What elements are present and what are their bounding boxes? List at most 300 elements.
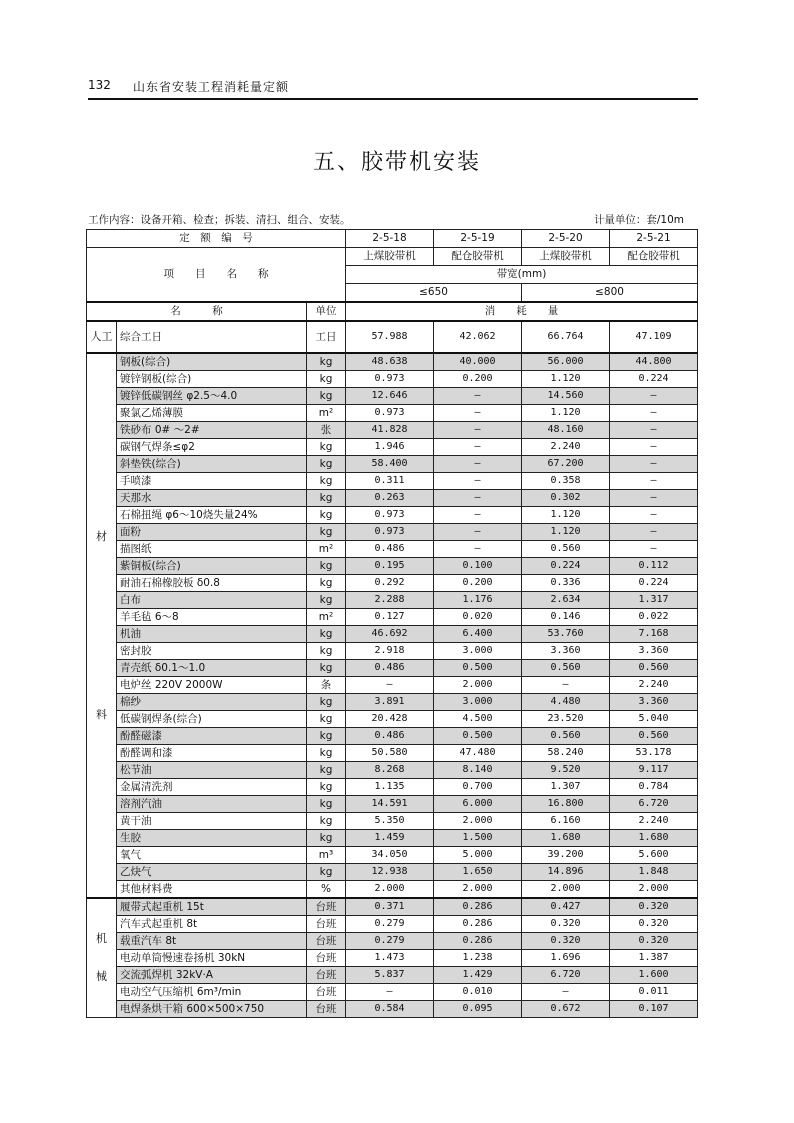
item-row <box>87 248 698 266</box>
consumption-value: 0.112 <box>610 558 698 575</box>
materials-row <box>87 371 698 388</box>
consumption-value: 0.486 <box>346 541 434 558</box>
page-number: 132 <box>88 78 111 92</box>
resource-name: 其他材料费 <box>117 881 307 899</box>
resource-unit: m² <box>307 609 346 626</box>
consumption-value: — <box>434 422 522 439</box>
consumption-value: 5.000 <box>434 847 522 864</box>
consumption-value: 0.200 <box>434 371 522 388</box>
materials-row <box>87 711 698 728</box>
materials-row <box>87 353 698 371</box>
resource-name: 铁砂布 0# ～2# <box>117 422 307 439</box>
resource-unit: kg <box>307 353 346 371</box>
consumption-value: 0.973 <box>346 524 434 541</box>
consumption-value: 5.837 <box>346 967 434 984</box>
consumption-value: 0.020 <box>434 609 522 626</box>
resource-name: 松节油 <box>117 762 307 779</box>
consumption-value: — <box>434 388 522 405</box>
resource-unit: kg <box>307 745 346 762</box>
machinery-row <box>87 898 698 916</box>
resource-name: 耐油石棉橡胶板 δ0.8 <box>117 575 307 592</box>
resource-name: 碳钢气焊条≤φ2 <box>117 439 307 456</box>
materials-row <box>87 626 698 643</box>
resource-unit: kg <box>307 575 346 592</box>
consumption-value: 9.117 <box>610 762 698 779</box>
consumption-value: 1.387 <box>610 950 698 967</box>
consumption-value: 0.320 <box>610 916 698 933</box>
consumption-value: 8.140 <box>434 762 522 779</box>
consumption-value: 12.938 <box>346 864 434 881</box>
consumption-value: 0.279 <box>346 933 434 950</box>
consumption-value: 1.176 <box>434 592 522 609</box>
resource-name: 天那水 <box>117 490 307 507</box>
consumption-value: 0.146 <box>522 609 610 626</box>
consumption-value: — <box>610 507 698 524</box>
consumption-value: 53.178 <box>610 745 698 762</box>
consumption-value: 1.500 <box>434 830 522 847</box>
consumption-value: 1.307 <box>522 779 610 796</box>
consumption-value: 0.973 <box>346 507 434 524</box>
consumption-value: — <box>610 456 698 473</box>
consumption-value: 7.168 <box>610 626 698 643</box>
consumption-value: — <box>610 490 698 507</box>
consumption-value: 0.320 <box>610 933 698 950</box>
consumption-value: — <box>610 473 698 490</box>
consumption-value: — <box>434 524 522 541</box>
consumption-value: 0.973 <box>346 371 434 388</box>
consumption-value: 53.760 <box>522 626 610 643</box>
consumption-value: 2.240 <box>610 813 698 830</box>
consumption-value: 0.022 <box>610 609 698 626</box>
consumption-value: 1.473 <box>346 950 434 967</box>
materials-row <box>87 728 698 745</box>
labor-value: 57.988 <box>346 321 434 353</box>
machinery-row <box>87 967 698 984</box>
materials-row <box>87 388 698 405</box>
materials-row <box>87 558 698 575</box>
consumption-value: 14.591 <box>346 796 434 813</box>
consumption-value: 6.000 <box>434 796 522 813</box>
consumption-value: 14.560 <box>522 388 610 405</box>
consumption-value: 0.371 <box>346 898 434 916</box>
resource-unit: kg <box>307 626 346 643</box>
resource-name: 斜垫铁(综合) <box>117 456 307 473</box>
resource-name: 棉纱 <box>117 694 307 711</box>
resource-name: 低碳钢焊条(综合) <box>117 711 307 728</box>
materials-row <box>87 762 698 779</box>
item-cell: 上煤胶带机 <box>346 248 434 266</box>
consumption-value: 0.302 <box>522 490 610 507</box>
resource-unit: 条 <box>307 677 346 694</box>
materials-row <box>87 847 698 864</box>
consumption-value: 0.427 <box>522 898 610 916</box>
resource-unit: kg <box>307 524 346 541</box>
consumption-value: 0.292 <box>346 575 434 592</box>
consumption-value: — <box>610 422 698 439</box>
materials-row <box>87 864 698 881</box>
machinery-row <box>87 916 698 933</box>
consumption-value: 0.486 <box>346 660 434 677</box>
consumption-value: 5.040 <box>610 711 698 728</box>
consumption-value: 0.700 <box>434 779 522 796</box>
consumption-value: 48.638 <box>346 353 434 371</box>
consumption-value: 0.560 <box>610 728 698 745</box>
consumption-value: 0.500 <box>434 660 522 677</box>
labor-category: 人工 <box>87 321 117 353</box>
col-unit-header: 单位 <box>307 302 346 321</box>
resource-unit: kg <box>307 643 346 660</box>
consumption-value: 20.428 <box>346 711 434 728</box>
resource-name: 聚氯乙烯薄膜 <box>117 405 307 422</box>
consumption-value: 0.286 <box>434 916 522 933</box>
item-name-label: 项 目 名 称 <box>87 248 346 303</box>
materials-row <box>87 507 698 524</box>
resource-unit: kg <box>307 711 346 728</box>
consumption-value: 12.646 <box>346 388 434 405</box>
consumption-value: 0.672 <box>522 1001 610 1018</box>
quota-code-label: 定 额 编 号 <box>87 230 346 248</box>
labor-value: 66.764 <box>522 321 610 353</box>
table-meta <box>88 212 684 226</box>
consumption-value: 0.279 <box>346 916 434 933</box>
resource-name: 青壳纸 δ0.1～1.0 <box>117 660 307 677</box>
materials-row <box>87 541 698 558</box>
consumption-value: 0.973 <box>346 405 434 422</box>
resource-unit: m² <box>307 405 346 422</box>
resource-name: 乙炔气 <box>117 864 307 881</box>
consumption-value: 3.000 <box>434 643 522 660</box>
consumption-value: 46.692 <box>346 626 434 643</box>
consumption-value: 1.650 <box>434 864 522 881</box>
consumption-value: 40.000 <box>434 353 522 371</box>
consumption-value: — <box>610 439 698 456</box>
resource-name: 酚醛磁漆 <box>117 728 307 745</box>
resource-name: 溶剂汽油 <box>117 796 307 813</box>
resource-unit: kg <box>307 796 346 813</box>
resource-unit: kg <box>307 864 346 881</box>
col-consumption-header: 消 耗 量 <box>346 302 698 321</box>
materials-row <box>87 694 698 711</box>
consumption-value: 0.107 <box>610 1001 698 1018</box>
consumption-value: 0.320 <box>522 933 610 950</box>
consumption-value: 0.286 <box>434 898 522 916</box>
consumption-value: — <box>610 388 698 405</box>
consumption-value: 0.095 <box>434 1001 522 1018</box>
materials-category-char: 材 <box>96 529 107 543</box>
consumption-value: 1.135 <box>346 779 434 796</box>
machinery-row <box>87 950 698 967</box>
consumption-value: — <box>346 677 434 694</box>
consumption-value: 1.946 <box>346 439 434 456</box>
consumption-value: 50.580 <box>346 745 434 762</box>
consumption-value: 48.160 <box>522 422 610 439</box>
machinery-category <box>87 898 117 1018</box>
machinery-category-char: 械 <box>96 970 107 983</box>
materials-row <box>87 660 698 677</box>
consumption-value: 58.240 <box>522 745 610 762</box>
consumption-value: 0.100 <box>434 558 522 575</box>
section-title: 五、胶带机安装 <box>312 150 481 175</box>
consumption-value: 0.358 <box>522 473 610 490</box>
resource-name: 交流弧焊机 32kV·A <box>117 967 307 984</box>
consumption-value: 2.240 <box>610 677 698 694</box>
consumption-value: 2.000 <box>434 813 522 830</box>
measure-unit: 计量单位：套/10m <box>593 214 684 226</box>
consumption-value: 2.000 <box>610 881 698 899</box>
consumption-value: 0.560 <box>522 660 610 677</box>
consumption-value: 1.120 <box>522 507 610 524</box>
resource-name: 汽车式起重机 8t <box>117 916 307 933</box>
consumption-value: 0.560 <box>610 660 698 677</box>
consumption-value: 6.400 <box>434 626 522 643</box>
resource-unit: 台班 <box>307 933 346 950</box>
consumption-value: 1.120 <box>522 524 610 541</box>
code-cell: 2-5-20 <box>522 230 610 248</box>
consumption-value: 2.000 <box>522 881 610 899</box>
consumption-value: 1.459 <box>346 830 434 847</box>
consumption-value: 2.000 <box>346 881 434 899</box>
resource-unit: % <box>307 881 346 899</box>
consumption-value: 4.500 <box>434 711 522 728</box>
consumption-value: — <box>434 405 522 422</box>
consumption-value: — <box>346 984 434 1001</box>
consumption-value: 0.195 <box>346 558 434 575</box>
consumption-value: 2.000 <box>434 677 522 694</box>
materials-row <box>87 745 698 762</box>
consumption-value: 2.918 <box>346 643 434 660</box>
book-title: 山东省安装工程消耗量定额 <box>133 80 290 94</box>
work-content: 工作内容：设备开箱、检查；拆装、清扫、组合、安装。 <box>88 214 351 226</box>
resource-name: 电炉丝 220V 2000W <box>117 677 307 694</box>
consumption-value: 0.311 <box>346 473 434 490</box>
consumption-value: 0.127 <box>346 609 434 626</box>
labor-name: 综合工日 <box>117 321 307 353</box>
consumption-value: 0.010 <box>434 984 522 1001</box>
resource-unit: kg <box>307 779 346 796</box>
quota-code-row <box>87 230 698 248</box>
consumption-value: 23.520 <box>522 711 610 728</box>
materials-row <box>87 813 698 830</box>
consumption-value: 0.224 <box>522 558 610 575</box>
consumption-value: 47.480 <box>434 745 522 762</box>
quota-table <box>86 229 698 1018</box>
resource-name: 酚醛调和漆 <box>117 745 307 762</box>
width-group: ≤800 <box>522 284 698 303</box>
materials-row <box>87 779 698 796</box>
resource-unit: 张 <box>307 422 346 439</box>
resource-unit: kg <box>307 456 346 473</box>
consumption-value: 6.720 <box>610 796 698 813</box>
consumption-value: 5.350 <box>346 813 434 830</box>
consumption-value: 56.000 <box>522 353 610 371</box>
item-cell: 上煤胶带机 <box>522 248 610 266</box>
resource-unit: 台班 <box>307 950 346 967</box>
resource-unit: kg <box>307 830 346 847</box>
resource-name: 载重汽车 8t <box>117 933 307 950</box>
code-cell: 2-5-21 <box>610 230 698 248</box>
resource-name: 生胶 <box>117 830 307 847</box>
consumption-value: — <box>434 541 522 558</box>
resource-unit: 台班 <box>307 898 346 916</box>
machinery-row <box>87 933 698 950</box>
labor-row <box>87 321 698 353</box>
resource-unit: kg <box>307 371 346 388</box>
consumption-value: — <box>434 490 522 507</box>
resource-unit: kg <box>307 473 346 490</box>
consumption-value: 1.680 <box>610 830 698 847</box>
consumption-value: 3.360 <box>610 694 698 711</box>
width-group: ≤650 <box>346 284 522 303</box>
resource-unit: m² <box>307 541 346 558</box>
consumption-value: 8.268 <box>346 762 434 779</box>
resource-unit: 台班 <box>307 967 346 984</box>
consumption-value: — <box>434 473 522 490</box>
resource-name: 履带式起重机 15t <box>117 898 307 916</box>
resource-unit: 台班 <box>307 916 346 933</box>
resource-name: 电焊条烘干箱 600×500×750 <box>117 1001 307 1018</box>
consumption-value: 1.680 <box>522 830 610 847</box>
consumption-value: — <box>610 541 698 558</box>
consumption-value: 3.360 <box>522 643 610 660</box>
consumption-value: 0.011 <box>610 984 698 1001</box>
consumption-value: 1.696 <box>522 950 610 967</box>
consumption-value: 2.288 <box>346 592 434 609</box>
resource-unit: kg <box>307 388 346 405</box>
consumption-value: 3.360 <box>610 643 698 660</box>
resource-unit: kg <box>307 490 346 507</box>
materials-category <box>87 353 117 898</box>
code-cell: 2-5-18 <box>346 230 434 248</box>
resource-unit: kg <box>307 439 346 456</box>
consumption-value: 3.891 <box>346 694 434 711</box>
materials-row <box>87 422 698 439</box>
resource-unit: 台班 <box>307 1001 346 1018</box>
consumption-value: 41.828 <box>346 422 434 439</box>
col-name-header: 名 称 <box>87 302 307 321</box>
machinery-row <box>87 984 698 1001</box>
resource-name: 白布 <box>117 592 307 609</box>
materials-row <box>87 830 698 847</box>
materials-row <box>87 439 698 456</box>
resource-name: 氧气 <box>117 847 307 864</box>
resource-name: 钢板(综合) <box>117 353 307 371</box>
materials-row <box>87 881 698 899</box>
labor-unit: 工日 <box>307 321 346 353</box>
consumption-value: 6.720 <box>522 967 610 984</box>
consumption-value: 0.286 <box>434 933 522 950</box>
consumption-value: 67.200 <box>522 456 610 473</box>
consumption-value: 44.800 <box>610 353 698 371</box>
materials-row <box>87 592 698 609</box>
consumption-value: 6.160 <box>522 813 610 830</box>
machinery-row <box>87 1001 698 1018</box>
resource-name: 电动单筒慢速卷扬机 30kN <box>117 950 307 967</box>
materials-row <box>87 490 698 507</box>
consumption-value: 9.520 <box>522 762 610 779</box>
resource-name: 紫铜板(综合) <box>117 558 307 575</box>
consumption-value: 0.224 <box>610 371 698 388</box>
consumption-value: — <box>434 507 522 524</box>
materials-row <box>87 643 698 660</box>
consumption-value: 34.050 <box>346 847 434 864</box>
consumption-value: 0.784 <box>610 779 698 796</box>
consumption-value: — <box>522 984 610 1001</box>
consumption-value: 0.486 <box>346 728 434 745</box>
labor-value: 42.062 <box>434 321 522 353</box>
consumption-value: 0.560 <box>522 728 610 745</box>
consumption-value: 2.634 <box>522 592 610 609</box>
consumption-value: 3.000 <box>434 694 522 711</box>
consumption-value: — <box>522 677 610 694</box>
materials-row <box>87 609 698 626</box>
materials-category-char: 料 <box>96 707 107 721</box>
consumption-value: 1.120 <box>522 371 610 388</box>
page-header <box>88 74 698 100</box>
labor-value: 47.109 <box>610 321 698 353</box>
resource-name: 镀锌钢板(综合) <box>117 371 307 388</box>
resource-name: 羊毛毡 6～8 <box>117 609 307 626</box>
resource-unit: kg <box>307 507 346 524</box>
consumption-value: 0.200 <box>434 575 522 592</box>
consumption-value: — <box>434 456 522 473</box>
consumption-value: 0.320 <box>522 916 610 933</box>
materials-row <box>87 677 698 694</box>
resource-unit: kg <box>307 592 346 609</box>
consumption-value: 0.224 <box>610 575 698 592</box>
materials-row <box>87 524 698 541</box>
consumption-value: 1.120 <box>522 405 610 422</box>
consumption-value: 1.317 <box>610 592 698 609</box>
consumption-value: — <box>610 524 698 541</box>
consumption-value: 1.600 <box>610 967 698 984</box>
resource-unit: kg <box>307 728 346 745</box>
resource-unit: 台班 <box>307 984 346 1001</box>
resource-name: 黄干油 <box>117 813 307 830</box>
consumption-value: 0.263 <box>346 490 434 507</box>
resource-unit: kg <box>307 762 346 779</box>
consumption-value: 0.320 <box>610 898 698 916</box>
resource-name: 手喷漆 <box>117 473 307 490</box>
resource-unit: kg <box>307 660 346 677</box>
consumption-value: — <box>434 439 522 456</box>
consumption-value: 2.000 <box>434 881 522 899</box>
consumption-value: 14.896 <box>522 864 610 881</box>
consumption-value: 0.336 <box>522 575 610 592</box>
consumption-value: 4.480 <box>522 694 610 711</box>
resource-name: 镀锌低碳钢丝 φ2.5～4.0 <box>117 388 307 405</box>
consumption-value: 58.400 <box>346 456 434 473</box>
item-cell: 配仓胶带机 <box>610 248 698 266</box>
materials-row <box>87 796 698 813</box>
item-cell: 配仓胶带机 <box>434 248 522 266</box>
resource-unit: m³ <box>307 847 346 864</box>
consumption-value: 0.560 <box>522 541 610 558</box>
materials-row <box>87 456 698 473</box>
consumption-value: 2.240 <box>522 439 610 456</box>
consumption-value: 1.429 <box>434 967 522 984</box>
resource-name: 金属清洗剂 <box>117 779 307 796</box>
materials-row <box>87 575 698 592</box>
consumption-value: — <box>610 405 698 422</box>
resource-name: 电动空气压缩机 6m³/min <box>117 984 307 1001</box>
materials-row <box>87 405 698 422</box>
resource-name: 密封胶 <box>117 643 307 660</box>
width-label: 带宽(mm) <box>346 266 698 284</box>
consumption-value: 5.600 <box>610 847 698 864</box>
consumption-value: 16.800 <box>522 796 610 813</box>
resource-unit: kg <box>307 558 346 575</box>
consumption-value: 39.200 <box>522 847 610 864</box>
